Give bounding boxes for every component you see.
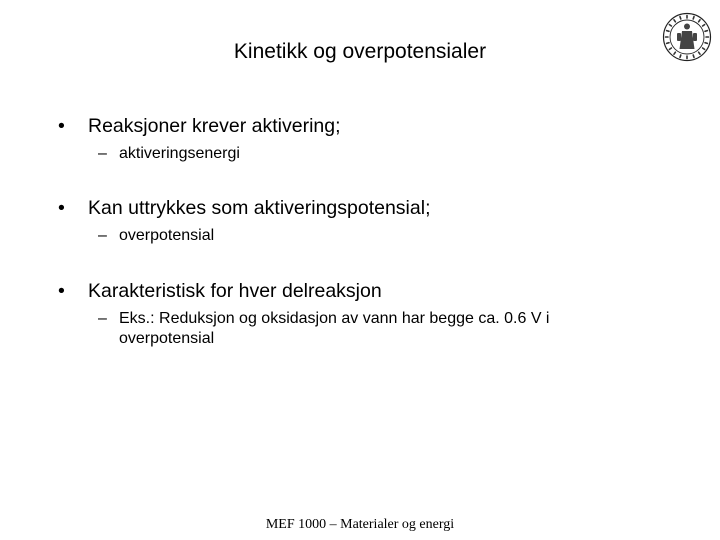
sub-bullet-text: aktiveringsenergi [119,145,240,162]
slide-title: Kinetikk og overpotensialer [233,40,487,63]
sub-bullet-item [98,226,619,246]
bullet-marker: • [58,115,65,137]
sub-bullet-item [98,309,619,349]
sub-bullet-text: overpotensial [119,227,215,244]
sub-bullet-marker: – [98,145,107,162]
slide-footer: MEF 1000 – Materialer og energi [265,517,455,532]
sub-bullet-text: Eks.: Reduksjon og oksidasjon av vann har begge ca. 0.6 V i overpotensial [119,310,550,347]
sub-bullet-item [98,144,619,164]
university-seal-icon [662,12,712,62]
bullet-text: Kan uttrykkes som aktiveringspotensial; [88,197,431,219]
sub-bullet-marker: – [98,227,107,244]
bullet-text: Karakteristisk for hver delreaksjon [88,280,382,302]
bullet-marker: • [58,197,65,219]
bullet-text: Reaksjoner krever aktivering; [88,115,341,137]
sub-bullet-marker: – [98,310,107,327]
bullet-marker: • [58,280,65,302]
